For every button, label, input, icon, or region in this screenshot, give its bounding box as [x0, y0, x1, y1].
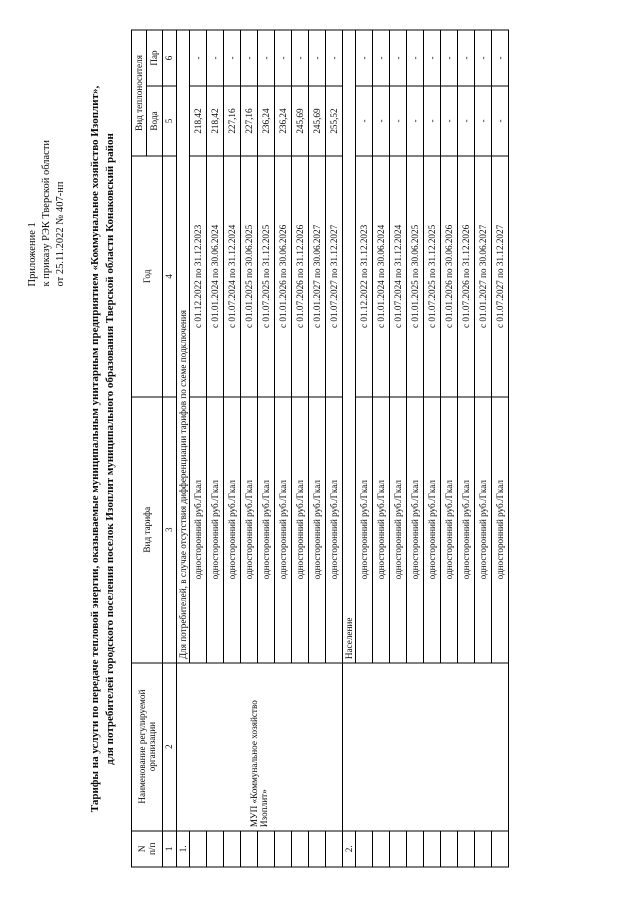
organization-cell: МУП «Коммунальное хозяйство Изоплит» — [176, 662, 342, 830]
organization-cell-empty — [342, 662, 508, 830]
cell-steam: - — [223, 30, 240, 86]
col-header-org: Наименование регулируемой организации — [132, 662, 163, 830]
cell-year: с 01.12.2022 по 31.12.2023 — [356, 156, 373, 397]
cell-kind: односторонний руб./Гкал — [325, 396, 342, 662]
cell-kind: односторонний руб./Гкал — [475, 396, 492, 662]
cell-year: с 01.01.2026 по 30.06.2026 — [441, 156, 458, 397]
col-header-num — [132, 830, 163, 866]
row-index — [458, 830, 475, 866]
cell-year: с 01.12.2022 по 31.12.2023 — [189, 156, 206, 397]
cell-water: 218,42 — [206, 86, 223, 156]
cell-water: 227,16 — [223, 86, 240, 156]
cell-year: с 01.01.2027 по 30.06.2027 — [308, 156, 325, 397]
cell-water: 245,69 — [291, 86, 308, 156]
cell-water: - — [441, 86, 458, 156]
row-index — [390, 830, 407, 866]
cell-water: - — [458, 86, 475, 156]
col-number-5: 5 — [162, 86, 176, 156]
cell-kind: односторонний руб./Гкал — [492, 396, 509, 662]
col-number-1: 1 — [162, 830, 176, 866]
cell-steam: - — [458, 30, 475, 86]
cell-steam: - — [308, 30, 325, 86]
row-index — [308, 830, 325, 866]
cell-steam: - — [407, 30, 424, 86]
cell-water: - — [390, 86, 407, 156]
cell-steam: - — [424, 30, 441, 86]
cell-year: с 01.01.2026 по 30.06.2026 — [274, 156, 291, 397]
section-title-row-2 — [342, 30, 355, 867]
cell-kind: односторонний руб./Гкал — [458, 396, 475, 662]
row-index — [492, 830, 509, 866]
cell-kind: односторонний руб./Гкал — [356, 396, 373, 662]
row-index — [475, 830, 492, 866]
row-index — [373, 830, 390, 866]
row-index — [189, 830, 206, 866]
cell-steam: - — [390, 30, 407, 86]
cell-water: - — [356, 86, 373, 156]
header-line-2: к приказу РЭК Тверской области — [41, 139, 53, 286]
section-title-1: Для потребителей, в случае отсутствия дифференциации тарифов по схеме подключения — [176, 30, 189, 663]
cell-water: - — [373, 86, 390, 156]
cell-year: с 01.01.2025 по 30.06.2025 — [240, 156, 257, 397]
cell-water: - — [492, 86, 509, 156]
cell-water: 218,42 — [189, 86, 206, 156]
cell-kind: односторонний руб./Гкал — [291, 396, 308, 662]
cell-water: 255,52 — [325, 86, 342, 156]
cell-steam: - — [291, 30, 308, 86]
cell-steam: - — [325, 30, 342, 86]
title-line-1: Тарифы на услуги по передаче тепловой энергии, оказываемые муниципальным унитарным предприятием «Коммунальное хозяйство Изоплит», — [89, 85, 101, 812]
document-title — [88, 0, 119, 897]
tariff-table — [131, 29, 509, 867]
cell-steam: - — [189, 30, 206, 86]
section-index-1: 1. — [176, 830, 189, 866]
row-index — [325, 830, 342, 866]
row-index — [240, 830, 257, 866]
table-column-numbers-row — [162, 30, 176, 867]
cell-year: с 01.01.2027 по 30.06.2027 — [475, 156, 492, 397]
cell-kind: односторонний руб./Гкал — [223, 396, 240, 662]
cell-kind: односторонний руб./Гкал — [373, 396, 390, 662]
cell-year: с 01.01.2024 по 30.06.2024 — [373, 156, 390, 397]
cell-kind: односторонний руб./Гкал — [407, 396, 424, 662]
cell-water: - — [407, 86, 424, 156]
row-index — [223, 830, 240, 866]
title-line-2: для потребителей городского поселения поселок Изоплит муниципального образования Тверской области Конаковский район — [104, 132, 117, 765]
cell-year: с 01.07.2026 по 31.12.2026 — [458, 156, 475, 397]
section-index-2: 2. — [342, 830, 355, 866]
document-header — [26, 36, 69, 286]
cell-steam: - — [373, 30, 390, 86]
cell-kind: односторонний руб./Гкал — [274, 396, 291, 662]
col-header-kind: Вид тарифа — [132, 396, 163, 662]
cell-steam: - — [475, 30, 492, 86]
cell-year: с 01.07.2027 по 31.12.2027 — [325, 156, 342, 397]
section-title-2: Население — [342, 30, 355, 663]
cell-year: с 01.07.2027 по 31.12.2027 — [492, 156, 509, 397]
row-index — [441, 830, 458, 866]
cell-kind: односторонний руб./Гкал — [240, 396, 257, 662]
cell-steam: - — [492, 30, 509, 86]
cell-water: - — [475, 86, 492, 156]
row-index — [291, 830, 308, 866]
cell-steam: - — [441, 30, 458, 86]
cell-year: с 01.07.2026 по 31.12.2026 — [291, 156, 308, 397]
cell-water: 245,69 — [308, 86, 325, 156]
cell-water: - — [424, 86, 441, 156]
cell-water: 236,24 — [274, 86, 291, 156]
cell-steam: - — [240, 30, 257, 86]
cell-year: с 01.07.2024 по 31.12.2024 — [223, 156, 240, 397]
row-index — [407, 830, 424, 866]
col-number-2: 2 — [162, 662, 176, 830]
cell-kind: односторонний руб./Гкал — [189, 396, 206, 662]
row-index — [206, 830, 223, 866]
col-header-num-line2: п/п — [146, 842, 157, 855]
cell-kind: односторонний руб./Гкал — [308, 396, 325, 662]
col-header-num-line1: N — [136, 844, 147, 852]
cell-kind: односторонний руб./Гкал — [424, 396, 441, 662]
cell-water: 236,24 — [257, 86, 274, 156]
cell-kind: односторонний руб./Гкал — [390, 396, 407, 662]
col-header-year: Год — [132, 156, 163, 397]
header-line-1: Приложение 1 — [27, 221, 38, 286]
cell-water: 227,16 — [240, 86, 257, 156]
col-number-6: 6 — [162, 30, 176, 86]
cell-steam: - — [274, 30, 291, 86]
cell-steam: - — [206, 30, 223, 86]
table-header-row — [132, 30, 147, 867]
cell-year: с 01.07.2025 по 31.12.2025 — [257, 156, 274, 397]
cell-year: с 01.07.2024 по 31.12.2024 — [390, 156, 407, 397]
col-header-steam: Пар — [147, 30, 162, 86]
header-line-3: от 25.11.2022 № 407-нп — [55, 181, 67, 286]
col-number-3: 3 — [162, 396, 176, 662]
row-index — [274, 830, 291, 866]
col-header-water: Вода — [147, 86, 162, 156]
row-index — [424, 830, 441, 866]
col-number-4: 4 — [162, 156, 176, 397]
cell-steam: - — [257, 30, 274, 86]
cell-kind: односторонний руб./Гкал — [257, 396, 274, 662]
cell-year: с 01.01.2024 по 30.06.2024 — [206, 156, 223, 397]
section-title-row-1 — [176, 30, 189, 867]
cell-year: с 01.07.2025 по 31.12.2025 — [424, 156, 441, 397]
cell-kind: односторонний руб./Гкал — [206, 396, 223, 662]
cell-year: с 01.01.2025 по 30.06.2025 — [407, 156, 424, 397]
row-index — [356, 830, 373, 866]
cell-kind: односторонний руб./Гкал — [441, 396, 458, 662]
cell-steam: - — [356, 30, 373, 86]
row-index — [257, 830, 274, 866]
col-header-carrier: Вид теплоносителя — [132, 30, 147, 156]
